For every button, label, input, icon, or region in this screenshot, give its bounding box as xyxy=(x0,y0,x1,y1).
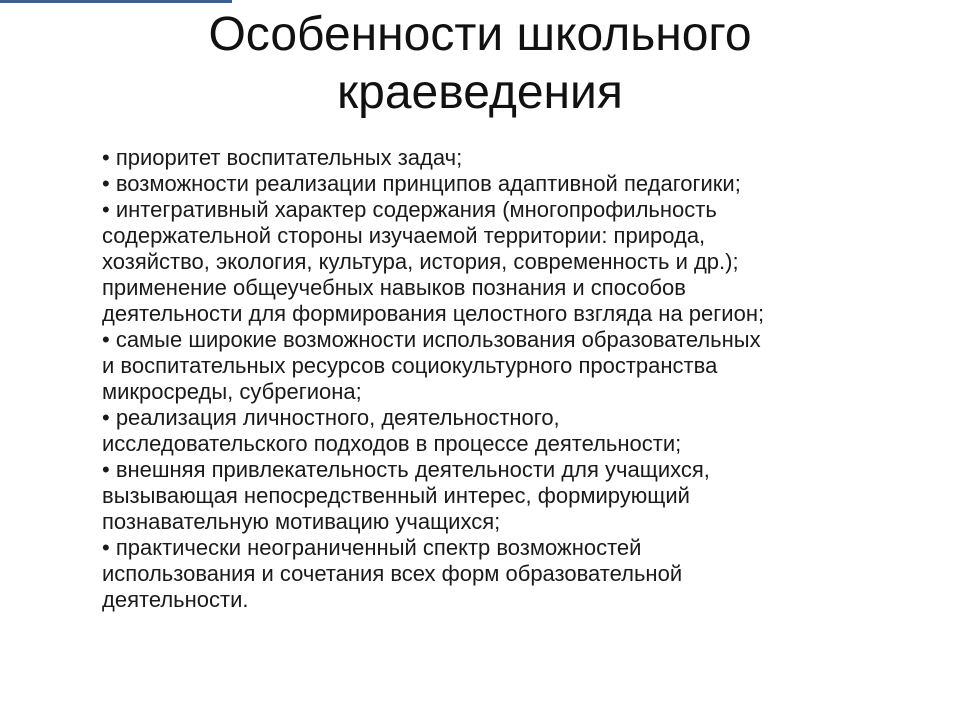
body-line: • самые широкие возможности использования образовательных xyxy=(102,327,761,352)
body-line: • внешняя привлекательность деятельности для учащихся, xyxy=(102,457,710,482)
body-line: содержательной стороны изучаемой территории: природа, xyxy=(102,223,706,248)
body-line: • возможности реализации принципов адаптивной педагогики; xyxy=(102,171,741,196)
body-line: применение общеучебных навыков познания и способов xyxy=(102,275,686,300)
body-line: хозяйство, экология, культура, история, современность и др.); xyxy=(102,249,739,274)
corner-accent-bar xyxy=(0,0,232,3)
body-line: • приоритет воспитательных задач; xyxy=(102,145,463,170)
body-line: деятельности. xyxy=(102,587,249,612)
slide-body xyxy=(102,145,922,613)
body-line: микросреды, субрегиона; xyxy=(102,379,362,404)
body-line: использования и сочетания всех форм образовательной xyxy=(102,561,683,586)
slide-title xyxy=(100,6,860,122)
body-line: исследовательского подходов в процессе деятельности; xyxy=(102,431,682,456)
body-line: познавательную мотивацию учащихся; xyxy=(102,509,501,534)
body-line: и воспитательных ресурсов социокультурного пространства xyxy=(102,353,718,378)
body-line: • практически неограниченный спектр возможностей xyxy=(102,535,642,560)
title-line-2: краеведения xyxy=(337,66,623,119)
body-line: • интегративный характер содержания (многопрофильность xyxy=(102,197,717,222)
title-line-1: Особенности школьного xyxy=(208,8,752,61)
body-line: деятельности для формирования целостного взгляда на регион; xyxy=(102,301,765,326)
body-line: вызывающая непосредственный интерес, формирующий xyxy=(102,483,690,508)
body-line: • реализация личностного, деятельностного, xyxy=(102,405,560,430)
